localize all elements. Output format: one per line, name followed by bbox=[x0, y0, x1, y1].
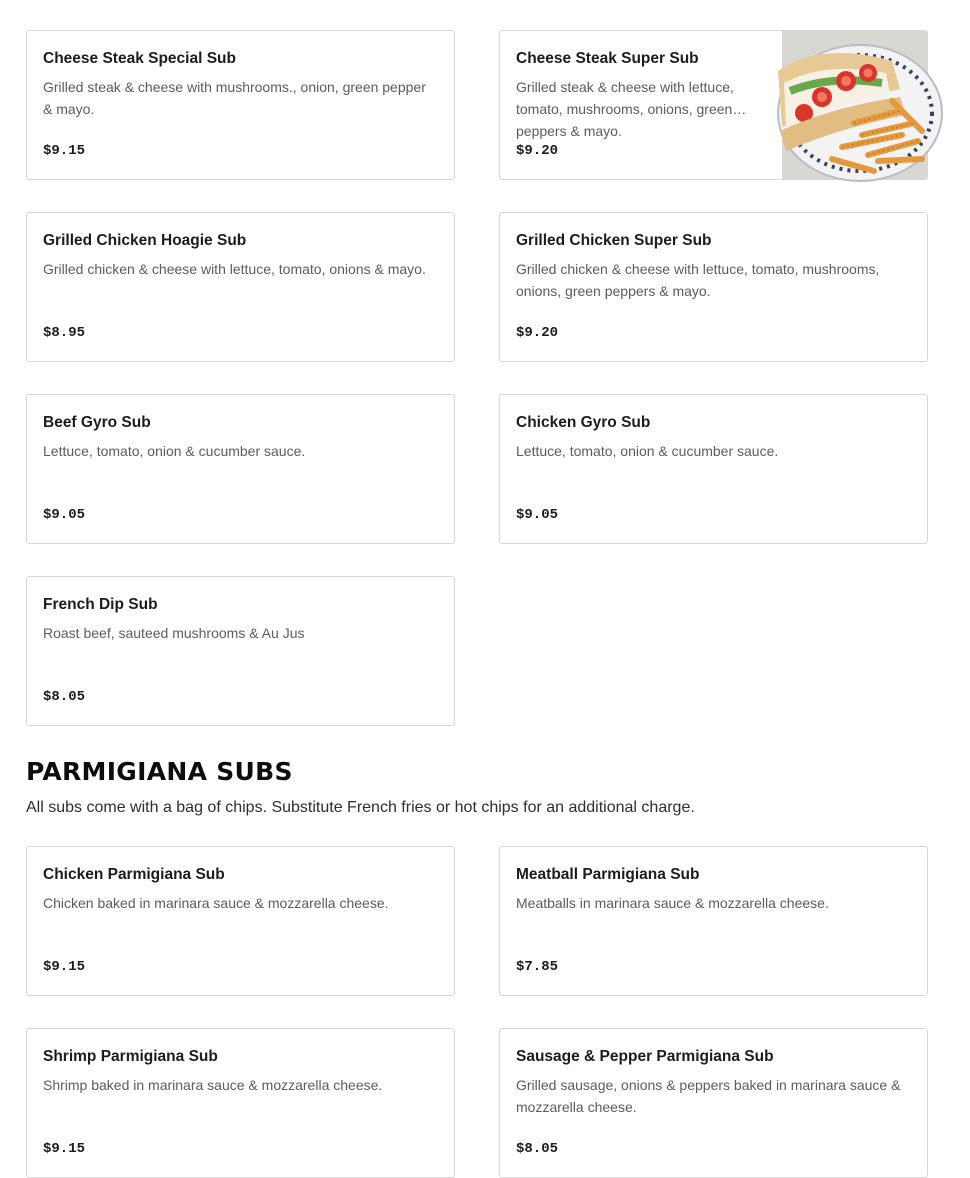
item-description: Lettuce, tomato, onion & cucumber sauce. bbox=[516, 443, 779, 459]
menu-item-card[interactable] bbox=[499, 30, 928, 180]
menu-item-card[interactable] bbox=[499, 1028, 928, 1178]
item-price: $8.05 bbox=[516, 1141, 559, 1157]
menu-item-card[interactable] bbox=[499, 394, 928, 544]
item-price: $8.05 bbox=[43, 689, 86, 705]
item-name: Shrimp Parmigiana Sub bbox=[43, 1048, 218, 1065]
item-name: Meatball Parmigiana Sub bbox=[516, 866, 700, 883]
sub-with-fries-photo bbox=[782, 31, 927, 179]
item-description: Grilled chicken & cheese with lettuce, tomato, onions & mayo. bbox=[43, 261, 426, 277]
item-description: Meatballs in marinara sauce & mozzarella cheese. bbox=[516, 895, 829, 911]
item-name: Chicken Gyro Sub bbox=[516, 414, 651, 431]
section-title: PARMIGIANA SUBS bbox=[26, 757, 293, 786]
item-description: Lettuce, tomato, onion & cucumber sauce. bbox=[43, 443, 306, 459]
menu-item-card[interactable] bbox=[499, 212, 928, 362]
item-description: Grilled steak & cheese with lettuce, tomato, mushrooms, onions, green peppers & mayo. bbox=[516, 79, 734, 139]
menu-item-card[interactable] bbox=[26, 1028, 455, 1178]
menu-item-card[interactable] bbox=[26, 212, 455, 362]
item-price: $9.20 bbox=[516, 325, 559, 341]
item-name: Chicken Parmigiana Sub bbox=[43, 866, 225, 883]
item-price: $9.15 bbox=[43, 143, 86, 159]
item-description: Shrimp baked in marinara sauce & mozzarella cheese. bbox=[43, 1077, 383, 1093]
item-name: Grilled Chicken Super Sub bbox=[516, 232, 712, 249]
item-price: $9.15 bbox=[43, 959, 86, 975]
item-name: French Dip Sub bbox=[43, 596, 158, 613]
section-description: All subs come with a bag of chips. Substitute French fries or hot chips for an additional charge. bbox=[26, 799, 695, 816]
item-description: Grilled steak & cheese with mushrooms., onion, green pepper & mayo. bbox=[43, 79, 426, 117]
item-name: Cheese Steak Special Sub bbox=[43, 50, 236, 67]
item-price: $9.05 bbox=[43, 507, 86, 523]
item-description: Chicken baked in marinara sauce & mozzarella cheese. bbox=[43, 895, 389, 911]
item-price: $8.95 bbox=[43, 325, 86, 341]
item-name: Beef Gyro Sub bbox=[43, 414, 151, 431]
item-description: Grilled sausage, onions & peppers baked in marinara sauce & mozzarella cheese. bbox=[516, 1077, 901, 1115]
item-price: $9.20 bbox=[516, 143, 559, 159]
menu-item-card[interactable] bbox=[26, 576, 455, 726]
item-price: $9.05 bbox=[516, 507, 559, 523]
item-name: Cheese Steak Super Sub bbox=[516, 50, 699, 67]
menu-item-card[interactable] bbox=[499, 846, 928, 996]
menu-item-card[interactable] bbox=[26, 846, 455, 996]
item-description: Grilled chicken & cheese with lettuce, tomato, mushrooms, onions, green peppers & mayo. bbox=[516, 261, 880, 299]
item-price: $7.85 bbox=[516, 959, 559, 975]
item-name: Sausage & Pepper Parmigiana Sub bbox=[516, 1048, 774, 1065]
item-name: Grilled Chicken Hoagie Sub bbox=[43, 232, 247, 249]
item-description: Roast beef, sauteed mushrooms & Au Jus bbox=[43, 625, 305, 641]
item-price: $9.15 bbox=[43, 1141, 86, 1157]
menu-item-card[interactable] bbox=[26, 394, 455, 544]
menu-item-card[interactable] bbox=[26, 30, 455, 180]
